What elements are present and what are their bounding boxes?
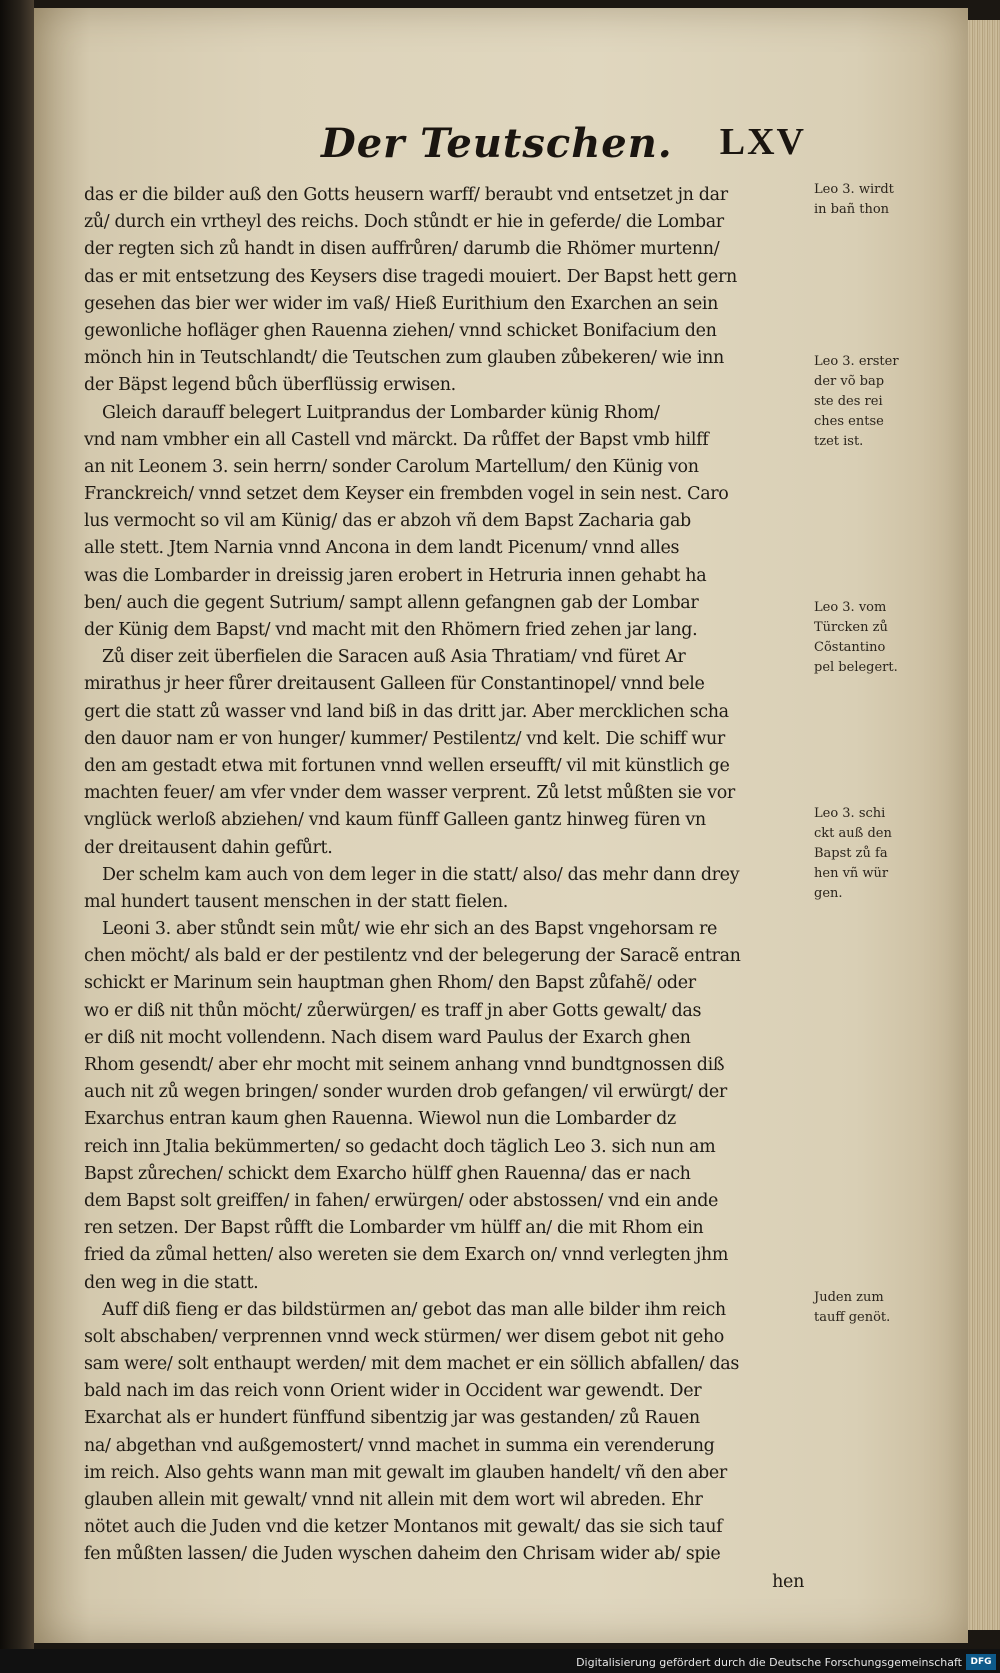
text-line: im reich. Also gehts wann man mit gewalt im glauben handelt/ vñ den aber [84,1462,727,1483]
text-line: auch nit zů wegen bringen/ sonder wurden drob gefangen/ vil erwürgt/ der [84,1082,727,1103]
marginal-note-line: tzet ist. [814,434,864,449]
text-line: zů/ durch ein vrtheyl des reichs. Doch stůndt er hie in geferde/ die Lombar [84,212,724,233]
text-line: den am gestadt etwa mit fortunen vnnd wellen erseufft/ vil mit künstlich ge [84,755,730,776]
dfg-logo: DFG [966,1654,996,1670]
text-line: ben/ auch die gegent Sutrium/ sampt allenn gefangnen gab der Lombar [84,592,699,613]
text-line: Gleich darauff belegert Luitprandus der Lombarder künig Rhom/ [102,402,660,423]
text-line: fried da zůmal hetten/ also wereten sie dem Exarch on/ vnnd verlegten jhm [84,1245,729,1266]
text-line: an nit Leonem 3. sein herrn/ sonder Carolum Martellum/ den Künig von [84,456,699,477]
catchword: hen [772,1571,804,1592]
marginal-note-line: Türcken zů [814,620,888,635]
text-line: reich inn Jtalia bekümmerten/ so gedacht doch täglich Leo 3. sich nun am [84,1136,716,1157]
folio-number: LXV [719,121,806,163]
text-line: solt abschaben/ verprennen vnnd weck stürmen/ wer disem gebot nit geho [84,1326,724,1347]
marginal-note-line: Juden zum [814,1290,884,1305]
marginal-note [814,1288,924,1328]
text-line: Auff diß fieng er das bildstürmen an/ gebot das man alle bilder ihm reich [102,1299,726,1320]
text-line: was die Lombarder in dreissig jaren erobert in Hetruria innen gehabt ha [84,565,707,586]
text-line: wo er diß nit thůn möcht/ zůerwürgen/ es traff jn aber Gotts gewalt/ das [84,1000,702,1021]
text-line: Rhom gesendt/ aber ehr mocht mit seinem anhang vnnd bundtgnossen diß [84,1055,725,1075]
text-line: machten feuer/ am vfer vnder dem wasser verprent. Zů letst můßten sie vor [84,783,735,804]
text-line: das er mit entsetzung des Keysers dise tragedi mouiert. Der Bapst hett gern [84,266,737,287]
page-edges [968,20,1000,1630]
text-line: Der schelm kam auch von dem leger in die statt/ also/ das mehr dann drey [102,864,740,885]
marginal-note-line: Bapst zů fa [814,846,888,861]
text-line: den dauor nam er von hunger/ kummer/ Pestilentz/ vnd kelt. Die schiff wur [84,728,725,749]
marginal-note-line: Leo 3. erster [814,354,899,369]
main-text-block [84,182,804,1596]
text-line: der Bäpst legend bůch überflüssig erwisen. [84,375,456,396]
marginal-note-line: der võ bap [814,374,885,389]
book-page [34,8,968,1643]
marginal-note-line: ckt auß den [814,826,892,841]
text-line: dem Bapst solt greiffen/ in fahen/ erwürgen/ oder abstossen/ vnd ein ande [84,1190,719,1211]
text-line: schickt er Marinum sein hauptman ghen Rhom/ den Bapst zůfahẽ/ oder [84,973,696,994]
text-line: Leoni 3. aber stůndt sein můt/ wie ehr sich an des Bapst vngehorsam re [102,919,717,940]
text-line: das er die bilder auß den Gotts heusern warff/ beraubt vnd entsetzet jn dar [84,185,728,205]
text-line: fen můßten lassen/ die Juden wyschen daheim den Chrisam wider ab/ spie [84,1544,721,1565]
text-line: nötet auch die Juden vnd die ketzer Montanos mit gewalt/ das sie sich tauf [84,1517,723,1538]
text-line: mal hundert tausent menschen in der statt fielen. [84,891,508,912]
marginal-note-line: Leo 3. schi [814,806,886,821]
text-line: Zů diser zeit überfielen die Saracen auß Asia Thratiam/ vnd füret Ar [102,647,686,668]
text-line: alle stett. Jtem Narnia vnnd Ancona in dem landt Picenum/ vnnd alles [84,538,680,559]
marginal-note [814,180,924,220]
text-line: mönch hin in Teutschlandt/ die Teutschen zum glauben zůbekeren/ wie inn [84,348,724,369]
marginal-note-line: ches entse [814,414,884,429]
text-line: den weg in die statt. [84,1272,259,1293]
text-line: Exarchat als er hundert fünffund sibentzig jar was gestanden/ zů Rauen [84,1408,700,1429]
text-line: der dreitausent dahin gefůrt. [84,837,333,858]
text-line: Bapst zůrechen/ schickt dem Exarcho hülff ghen Rauenna/ das er nach [84,1163,691,1184]
digitization-credit: Digitalisierung gefördert durch die Deutsche Forschungsgemeinschaft [576,1656,962,1669]
marginal-note-line: gen. [814,886,843,901]
footer-bar [0,1649,1000,1673]
text-line: chen möcht/ als bald er der pestilentz vnd der belegerung der Saracẽ entran [84,946,741,967]
text-line: der Künig dem Bapst/ vnd macht mit den Rhömern fried zehen jar lang. [84,620,698,640]
marginal-note-line: in bañ thon [814,202,890,217]
text-line: glauben allein mit gewalt/ vnnd nit allein mit dem wort wil abreden. Ehr [84,1490,703,1510]
marginal-note-line: Cõstantino [814,640,886,655]
marginal-note [814,804,924,904]
text-line: er diß nit mocht vollendenn. Nach disem ward Paulus der Exarch ghen [84,1027,691,1048]
text-line: bald nach im das reich vonn Orient wider in Occident war gewendt. Der [84,1381,702,1402]
marginal-note-line: Leo 3. wirdt [814,182,894,197]
text-line: Franckreich/ vnnd setzet dem Keyser ein frembden vogel in sein nest. Caro [84,484,729,505]
text-line: vnd nam vmbher ein all Castell vnd märckt. Da růffet der Bapst vmb hilff [84,429,709,450]
marginal-note [814,598,924,678]
text-line: vnglück werloß abziehen/ vnd kaum fünff Galleen gantz hinweg füren vn [84,810,706,831]
text-line: lus vermocht so vil am Künig/ das er abzoh vñ dem Bapst Zacharia gab [84,511,691,532]
book-spine-shadow [0,0,34,1673]
page-header [276,120,806,172]
text-line: na/ abgethan vnd außgemostert/ vnnd machet in summa ein verenderung [84,1435,715,1456]
marginal-note-line: Leo 3. vom [814,600,887,615]
running-title: Der Teutschen. [321,120,673,167]
marginal-note-line: pel belegert. [814,660,898,675]
marginal-note [814,352,924,452]
marginal-note-line: tauff genöt. [814,1310,891,1325]
marginal-note-line: ste des rei [814,394,883,409]
text-line: gesehen das bier wer wider im vaß/ Hieß Eurithium den Exarchen an sein [84,293,719,314]
text-line: gert die statt zů wasser vnd land biß in das dritt jar. Aber mercklichen scha [84,701,729,722]
text-line: mirathus jr heer fůrer dreitausent Galleen für Constantinopel/ vnnd bele [84,674,705,695]
text-line: gewonliche hofläger ghen Rauenna ziehen/ vnnd schicket Bonifacium den [84,320,717,341]
text-line: ren setzen. Der Bapst růfft die Lombarder vm hülff an/ die mit Rhom ein [84,1218,704,1239]
marginal-note-line: hen vñ wür [814,866,889,881]
text-line: der regten sich zů handt in disen auffrůren/ darumb die Rhömer murtenn/ [84,239,720,260]
text-line: Exarchus entran kaum ghen Rauenna. Wiewol nun die Lombarder dz [84,1109,676,1130]
text-line: sam were/ solt enthaupt werden/ mit dem machet er ein söllich abfallen/ das [84,1354,739,1375]
